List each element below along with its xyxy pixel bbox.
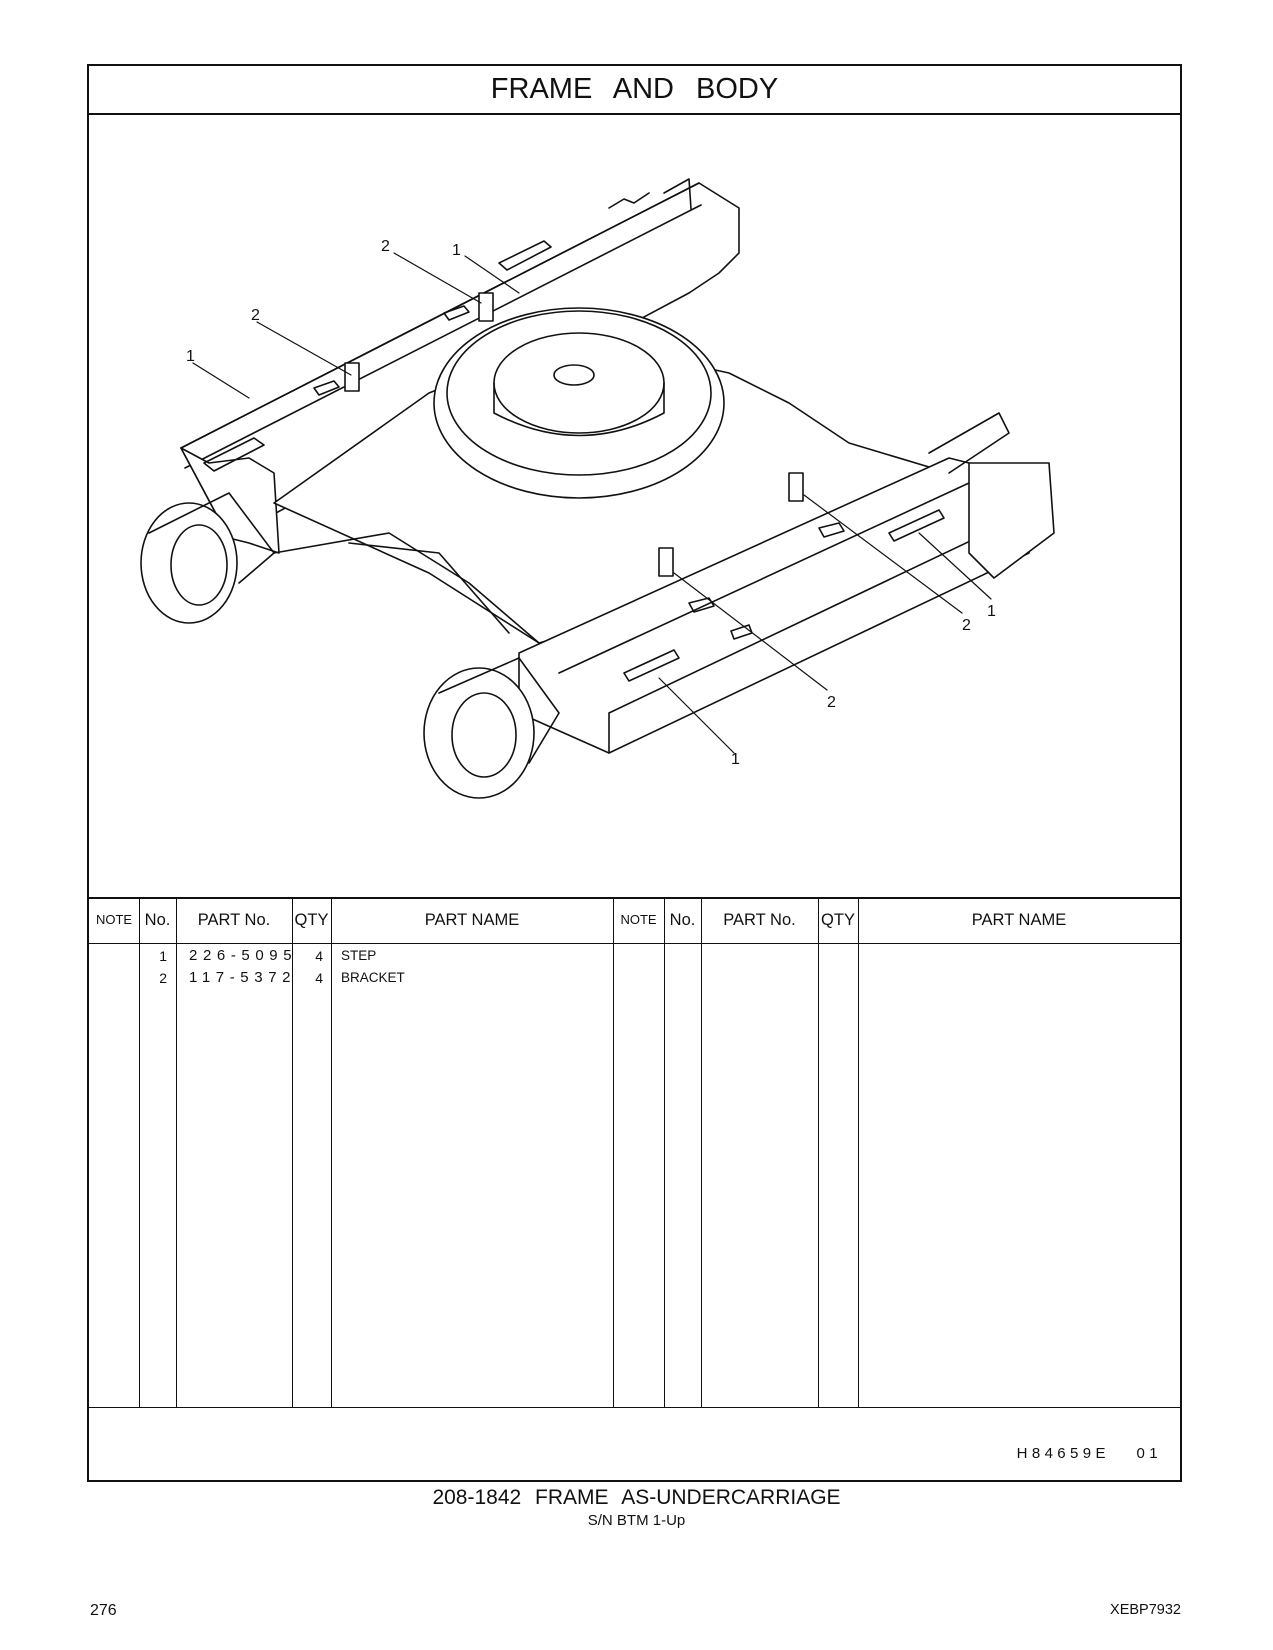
header-part-name: PART NAME xyxy=(971,911,1067,929)
header-qty: QTY xyxy=(821,911,855,929)
illustration-id: H84659E 01 xyxy=(1016,1445,1162,1462)
quantity: 4 xyxy=(315,970,323,986)
part-name: BRACKET xyxy=(341,970,405,985)
callout-1: 1 xyxy=(731,751,740,768)
callout-2: 2 xyxy=(962,617,971,634)
item-number: 2 xyxy=(159,970,167,986)
page-number: 276 xyxy=(90,1602,117,1619)
callout-2: 2 xyxy=(381,238,390,255)
callout-1: 1 xyxy=(452,242,461,259)
header-note: NOTE xyxy=(95,912,133,927)
callout-2: 2 xyxy=(251,307,260,324)
part-name: STEP xyxy=(341,948,377,963)
header-qty: QTY xyxy=(294,911,329,929)
exploded-view-drawing xyxy=(89,113,1180,899)
table-row xyxy=(89,967,1180,989)
header-part-name: PART NAME xyxy=(424,911,520,929)
header-part-no: PART No. xyxy=(197,911,271,929)
part-number: 226-5095 xyxy=(189,947,298,964)
undercarriage-frame-drawing-icon xyxy=(89,113,1180,897)
header-part-no: PART No. xyxy=(723,911,796,929)
quantity: 4 xyxy=(315,948,323,964)
header-no: No. xyxy=(669,911,696,929)
page-title: FRAME AND BODY xyxy=(89,66,1180,115)
table-row xyxy=(89,945,1180,967)
item-number: 1 xyxy=(159,948,167,964)
parts-sheet xyxy=(87,64,1182,1482)
header-note: NOTE xyxy=(620,912,657,927)
callout-1: 1 xyxy=(987,603,996,620)
part-number: 117-5372 xyxy=(189,969,297,986)
assembly-title: 208-1842 FRAME AS-UNDERCARRIAGE xyxy=(432,1486,841,1509)
serial-range: S/N BTM 1-Up xyxy=(587,1512,686,1529)
publication-number: XEBP7932 xyxy=(1110,1602,1181,1618)
parts-table-header xyxy=(89,897,1180,944)
callout-1: 1 xyxy=(186,348,195,365)
header-no: No. xyxy=(144,911,171,929)
parts-table-body xyxy=(89,943,1180,1408)
callout-2: 2 xyxy=(827,694,836,711)
